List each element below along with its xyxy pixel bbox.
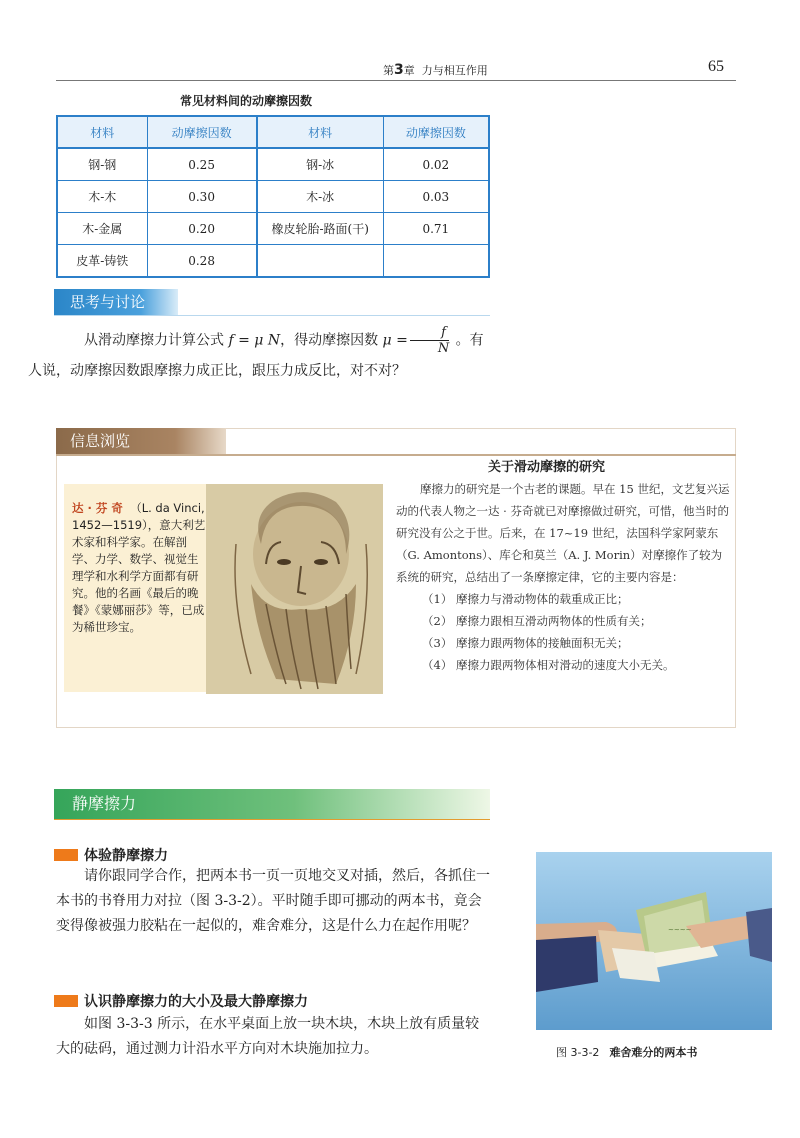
subsection-title-experience: 体验静摩擦力 bbox=[84, 848, 168, 864]
table-cell: 0.02 bbox=[383, 148, 489, 181]
table-cell: 钢-钢 bbox=[57, 148, 147, 181]
col-header-coefficient-2: 动摩擦因数 bbox=[383, 116, 489, 148]
table-row bbox=[57, 213, 489, 245]
page-number: 65 bbox=[708, 58, 724, 75]
research-title: 关于滑动摩擦的研究 bbox=[488, 460, 606, 475]
table-cell: 木-木 bbox=[57, 181, 147, 213]
table-header-row bbox=[57, 116, 489, 148]
table-cell bbox=[257, 245, 384, 278]
info-tag-rule bbox=[56, 454, 736, 456]
think-text-part: 。有 bbox=[451, 332, 484, 349]
think-text-part: 从滑动摩擦力计算公式 bbox=[84, 332, 229, 349]
leonardo-portrait-image bbox=[206, 484, 383, 694]
books-pulling-icon bbox=[536, 852, 772, 1030]
col-header-material-1: 材料 bbox=[57, 116, 147, 148]
chapter-title: 力与相互作用 bbox=[421, 64, 488, 77]
table-cell: 0.30 bbox=[147, 181, 257, 213]
friction-coefficient-table bbox=[56, 115, 490, 278]
max-static-text bbox=[56, 1012, 492, 1062]
table-row bbox=[57, 148, 489, 181]
think-text-part: ，得动摩擦因数 bbox=[280, 332, 383, 349]
chapter-heading bbox=[383, 62, 488, 78]
list-item: （4） 摩擦力跟两物体相对滑动的速度大小无关。 bbox=[422, 658, 675, 672]
table-cell: 0.25 bbox=[147, 148, 257, 181]
table-row bbox=[57, 245, 489, 278]
think-paragraph bbox=[28, 325, 496, 386]
table-cell: 橡皮轮胎-路面(干) bbox=[257, 213, 384, 245]
table-cell: 0.03 bbox=[383, 181, 489, 213]
bio-description: （L. da Vinci, 1452—1519），意大利艺术家和科学家。在解剖学、力学、数学、视觉生理学和水利学方面都有研究。他的名画《最后的晚餐》《蒙娜丽莎》等，已成为稀世珍宝。 bbox=[72, 501, 206, 634]
mu-fraction bbox=[410, 325, 449, 356]
table-row bbox=[57, 181, 489, 213]
portrait-sketch-icon bbox=[206, 484, 383, 694]
section-rule bbox=[54, 819, 490, 820]
subsection-marker-icon bbox=[54, 849, 78, 861]
list-item: （2） 摩擦力跟相互滑动两物体的性质有关； bbox=[422, 614, 652, 628]
table-cell: 0.28 bbox=[147, 245, 257, 278]
chapter-number: 3 bbox=[394, 62, 404, 78]
table-cell: 0.20 bbox=[147, 213, 257, 245]
subsection-marker-icon bbox=[54, 995, 78, 1007]
think-discuss-text bbox=[28, 325, 496, 386]
header-rule bbox=[56, 80, 736, 81]
chapter-prefix: 第 bbox=[383, 64, 394, 77]
figure-label: 图 3-3-2 bbox=[556, 1046, 600, 1059]
section-title-static-friction: 静摩擦力 bbox=[54, 789, 490, 819]
think-discuss-tag: 思考与讨论 bbox=[54, 289, 178, 315]
list-item: （1） 摩擦力与滑动物体的载重成正比； bbox=[422, 592, 629, 606]
max-static-paragraph: 如图 3-3-3 所示，在水平桌面上放一块木块，木块上放有质量较大的砝码，通过测力计沿水平方向对木块施加拉力。 bbox=[56, 1016, 480, 1057]
table-cell: 钢-冰 bbox=[257, 148, 384, 181]
research-text bbox=[396, 478, 730, 676]
experience-text bbox=[56, 864, 492, 939]
table-cell: 木-冰 bbox=[257, 181, 384, 213]
two-books-photo bbox=[536, 852, 772, 1030]
figure-caption-text: 难舍难分的两本书 bbox=[609, 1046, 698, 1059]
friction-formula: f = μ N bbox=[228, 332, 281, 349]
table-caption: 常见材料间的动摩擦因数 bbox=[180, 94, 313, 108]
info-browse-tag: 信息浏览 bbox=[56, 428, 226, 454]
table-cell bbox=[383, 245, 489, 278]
figure-caption bbox=[556, 1044, 697, 1060]
list-item: （3） 摩擦力跟两物体的接触面积无关； bbox=[422, 636, 629, 650]
mu-symbol: μ = bbox=[382, 332, 408, 349]
think-text-part: 人说，动摩擦因数跟摩擦力成正比，跟压力成反比，对不对？ bbox=[28, 363, 406, 379]
think-discuss-rule bbox=[54, 315, 490, 316]
friction-law-list bbox=[396, 588, 730, 676]
subsection-title-max-static: 认识静摩擦力的大小及最大静摩擦力 bbox=[84, 994, 308, 1010]
table-cell: 皮革-铸铁 bbox=[57, 245, 147, 278]
fraction-denominator: N bbox=[437, 341, 450, 356]
table-cell: 木-金属 bbox=[57, 213, 147, 245]
research-paragraph: 摩擦力的研究是一个古老的课题。早在 15 世纪，文艺复兴运动的代表人物之一达 · 芬奇就已对摩擦做过研究，可惜，他当时的研究没有公之于世。后来，在 17~19 世纪，法国科学家阿蒙东（G. Amontons）、库仑和莫兰（A. J. Morin）对摩擦作了较为系统的研究，总结出了一条摩擦定律，它的主要内容是： bbox=[396, 482, 730, 584]
bio-name: 达 · 芬 奇 bbox=[72, 501, 123, 515]
experience-paragraph: 请你跟同学合作，把两本书一页一页地交叉对插，然后，各抓住一本书的书脊用力对拉（图 3-3-2）。平时随手即可挪动的两本书，竟会变得像被强力胶粘在一起似的，难舍难分，这是什么力在起作用呢？ bbox=[56, 868, 490, 934]
bio-text bbox=[72, 500, 208, 636]
col-header-material-2: 材料 bbox=[257, 116, 384, 148]
fraction-numerator: f bbox=[410, 325, 449, 341]
col-header-coefficient-1: 动摩擦因数 bbox=[147, 116, 257, 148]
table-cell: 0.71 bbox=[383, 213, 489, 245]
svg-text:~~~~: ~~~~ bbox=[668, 926, 692, 934]
chapter-suffix: 章 bbox=[403, 64, 415, 77]
